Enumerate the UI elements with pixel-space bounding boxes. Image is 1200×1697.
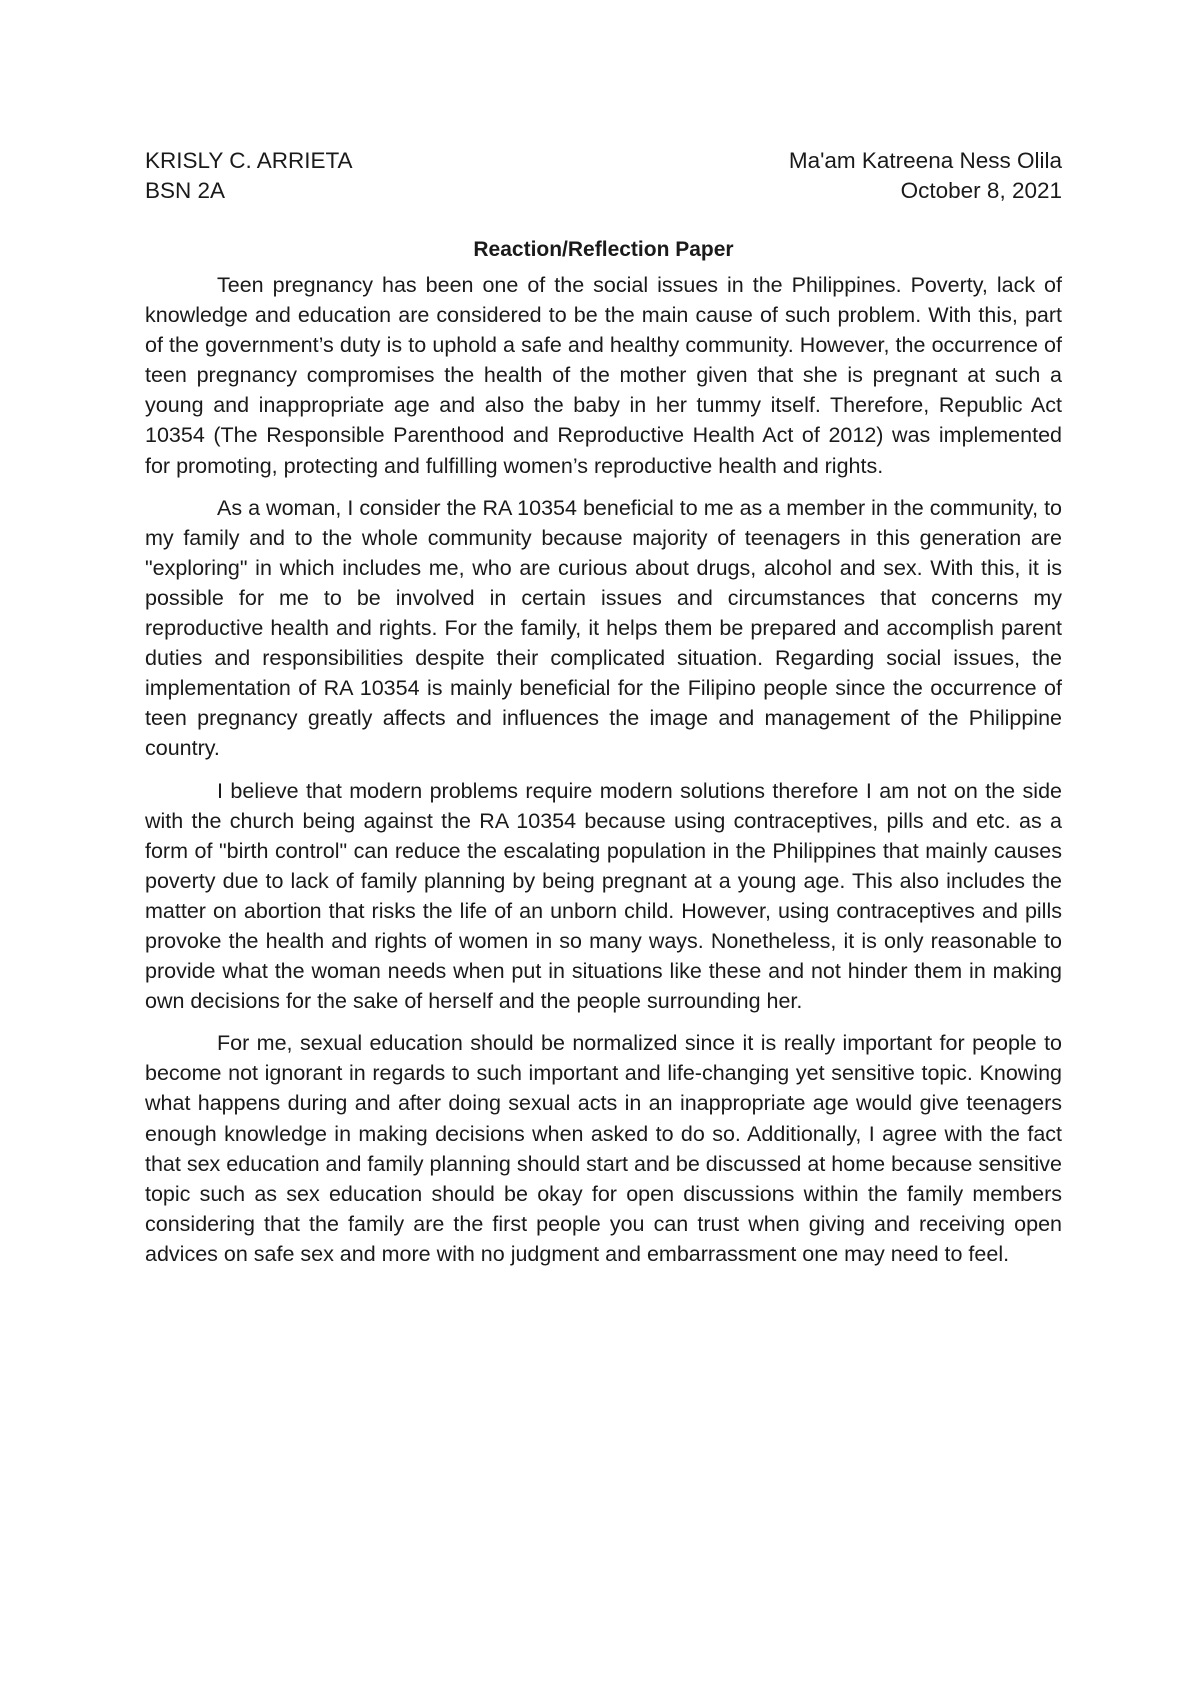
student-section: BSN 2A (145, 178, 226, 203)
document-page (145, 146, 1062, 1269)
paragraph: As a woman, I consider the RA 10354 beneficial to me as a member in the community, to my family and to the whole community because majority of teenagers in this generation are "exploring" in which includes me, who are curious about drugs, alcohol and sex. With this, it is possible for me to be involved in certain issues and circumstances that concerns my reproductive health and rights. For the family, it helps them be prepared and accomplish parent duties and responsibilities despite their complicated situation. Regarding social issues, the implementation of RA 10354 is mainly beneficial for the Filipino people since the occurrence of teen pregnancy greatly affects and influences the image and management of the Philippine country. (145, 495, 1062, 761)
instructor-name: Ma'am Katreena Ness Olila (788, 148, 1062, 173)
header-row-1 (145, 146, 1062, 176)
header-row-2 (145, 176, 1062, 206)
paragraph: I believe that modern problems require modern solutions therefore I am not on the side with the church being against the RA 10354 because using contraceptives, pills and etc. as a form of "birth control" can reduce the escalating population in the Philippines that mainly causes poverty due to lack of family planning by being pregnant at a young age. This also includes the matter on abortion that risks the life of an unborn child. However, using contraceptives and pills provoke the health and rights of women in so many ways. Nonetheless, it is only reasonable to provide what the woman needs when put in situations like these and not hinder them in making own decisions for the sake of herself and the people surrounding her. (145, 778, 1062, 1014)
document-title: Reaction/Reflection Paper (473, 238, 734, 261)
student-name: KRISLY C. ARRIETA (145, 148, 353, 173)
paragraph: Teen pregnancy has been one of the social issues in the Philippines. Poverty, lack of knowledge and education are considered to be the main cause of such problem. With this, part of the government’s duty is to uphold a safe and healthy community. However, the occurrence of teen pregnancy compromises the health of the mother given that she is pregnant at such a young and inappropriate age and also the baby in her tummy itself. Therefore, Republic Act 10354 (The Responsible Parenthood and Reproductive Health Act of 2012) was implemented for promoting, protecting and fulfilling women’s reproductive health and rights. (145, 273, 1062, 478)
document-date: October 8, 2021 (900, 178, 1062, 203)
paragraph: For me, sexual education should be normalized since it is really important for people to become not ignorant in regards to such important and life-changing yet sensitive topic. Knowing what happens during and after doing sexual acts in an inappropriate age would give teenagers enough knowledge in making decisions when asked to do so. Additionally, I agree with the fact that sex education and family planning should start and be discussed at home because sensitive topic such as sex education should be okay for open discussions within the family members considering that the family are the first people you can trust when giving and receiving open advices on safe sex and more with no judgment and embarrassment one may need to feel. (145, 1031, 1062, 1266)
